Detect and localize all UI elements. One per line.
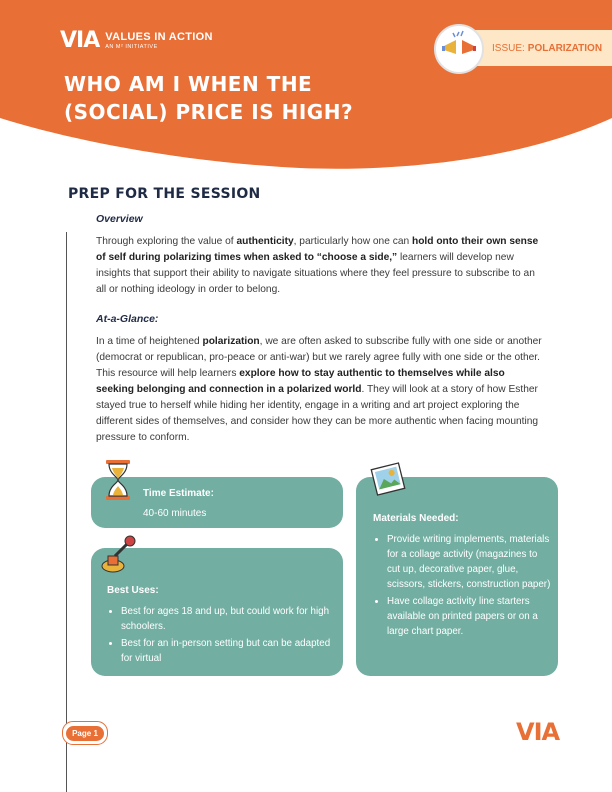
margin-rule	[66, 232, 67, 792]
issue-tag	[474, 30, 612, 66]
best-uses-list	[107, 604, 333, 666]
list-item: • Best for ages 18 and up, but could work for high schoolers.	[121, 604, 333, 634]
page-number-badge	[62, 721, 108, 745]
best-uses-title: Best Uses:	[107, 585, 159, 596]
glance-paragraph: In a time of heightened polarization, we are often asked to subscribe fully with one side or another (democrat or republican, pro-peace or anti-war) but we rarely agree fully with one side or the other. This resource will help learners explore how to stay authentic to themselves while also seeking belonging and connection in a polarized world. They will look at a story of how Esther stayed true to herself while hiding her identity, engage in a writing and art project exploring the different sides of themselves, and consider how they can be more authentic when facing mounting pressure to conform.	[96, 336, 542, 443]
time-estimate-value: 40-60 minutes	[143, 508, 207, 519]
overview-heading: Overview	[96, 213, 143, 225]
list-item: • Have collage activity line starters available on printed papers or on a large chart paper.	[387, 594, 551, 639]
page-title	[64, 70, 394, 126]
list-item: • Best for an in-person setting but can be adapted for virtual	[121, 636, 333, 666]
materials-title: Materials Needed:	[373, 513, 459, 524]
section-heading: PREP FOR THE SESSION	[68, 186, 261, 202]
brand-subtitle: AN M² INITIATIVE	[105, 44, 158, 50]
megaphones-icon	[434, 24, 484, 74]
overview-paragraph: Through exploring the value of authenticity, particularly how one can hold onto their own sense of self during polarizing times when asked to “choose a side,” learners will develop new insights that support their ability to navigate situations where they feel pressure to subscribe to an all or nothing ideology in order to belong.	[96, 236, 539, 295]
brand-name: VALUES IN ACTION	[105, 31, 213, 43]
list-item: • Provide writing implements, materials for a collage activity (magazines to cut up, decorative paper, glue, scissors, stickers, construction paper)	[387, 532, 551, 592]
brand-logo	[60, 28, 213, 53]
hourglass-icon	[104, 458, 132, 502]
picture-icon	[368, 459, 408, 499]
issue-label: ISSUE:	[492, 42, 525, 54]
materials-list	[373, 532, 551, 639]
page-number: Page 1	[66, 726, 104, 741]
footer-logo: VIA	[516, 718, 560, 746]
title-line-1: WHO AM I WHEN THE	[64, 72, 313, 96]
glance-heading: At-a-Glance:	[96, 313, 159, 325]
materials-card	[356, 477, 558, 676]
issue-value: POLARIZATION	[527, 42, 603, 54]
time-estimate-title: Time Estimate:	[143, 488, 214, 499]
title-line-2: (SOCIAL) PRICE IS HIGH?	[64, 100, 354, 124]
brand-mark: VIA	[60, 28, 100, 53]
stamp-icon	[99, 534, 141, 576]
